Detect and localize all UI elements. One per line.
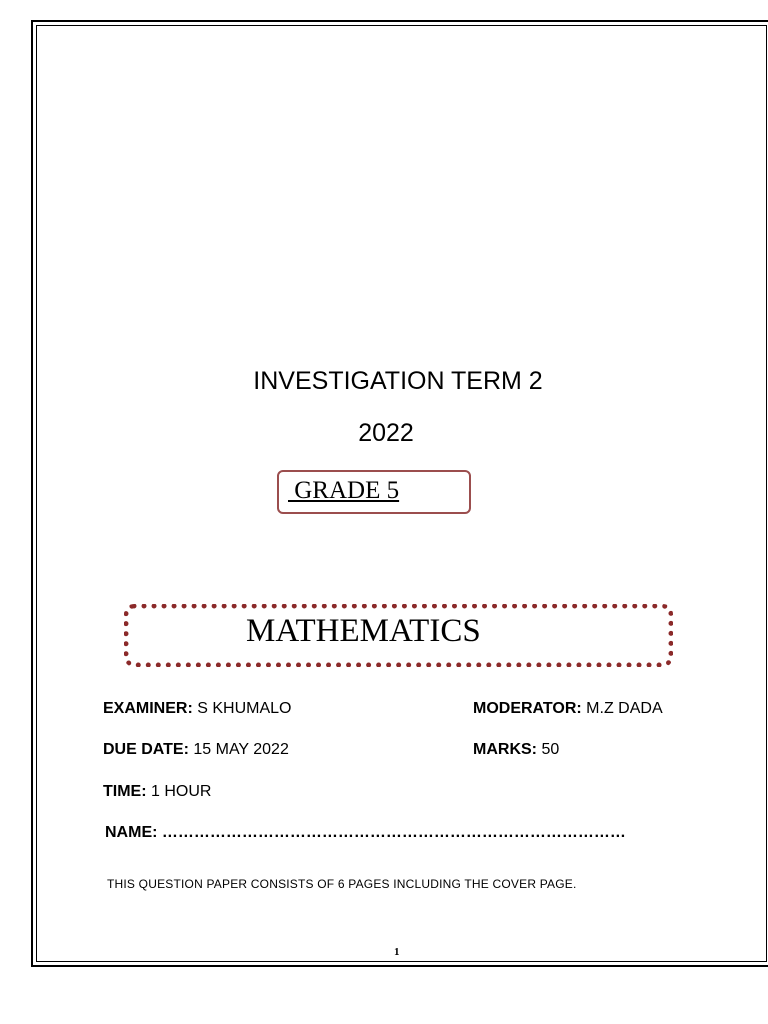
time-label: TIME:	[103, 783, 147, 800]
subject-title: MATHEMATICS	[246, 613, 481, 649]
examiner-field	[103, 700, 291, 718]
page-count-note: THIS QUESTION PAPER CONSISTS OF 6 PAGES INCLUDING THE COVER PAGE.	[107, 877, 577, 891]
name-field	[105, 824, 626, 842]
marks-field	[473, 741, 559, 759]
moderator-value: M.Z DADA	[581, 700, 663, 717]
name-label: NAME:	[105, 824, 158, 841]
due-date-label: DUE DATE:	[103, 741, 189, 758]
moderator-label: MODERATOR:	[473, 700, 582, 717]
page-number: 1	[394, 946, 400, 958]
due-date-value: 15 MAY 2022	[188, 741, 289, 758]
time-field	[103, 783, 211, 801]
marks-label: MARKS:	[473, 741, 537, 758]
due-date-field	[103, 741, 289, 759]
moderator-field	[473, 700, 663, 718]
marks-value: 50	[537, 741, 560, 758]
examiner-value: S KHUMALO	[192, 700, 292, 717]
time-value: 1 HOUR	[146, 783, 212, 800]
examiner-label: EXAMINER:	[103, 700, 193, 717]
document-title: INVESTIGATION TERM 2	[253, 367, 543, 395]
grade-label: GRADE 5	[288, 477, 400, 504]
name-blank-line: ……………………………………………………………………………	[157, 824, 626, 841]
document-year: 2022	[358, 419, 414, 447]
